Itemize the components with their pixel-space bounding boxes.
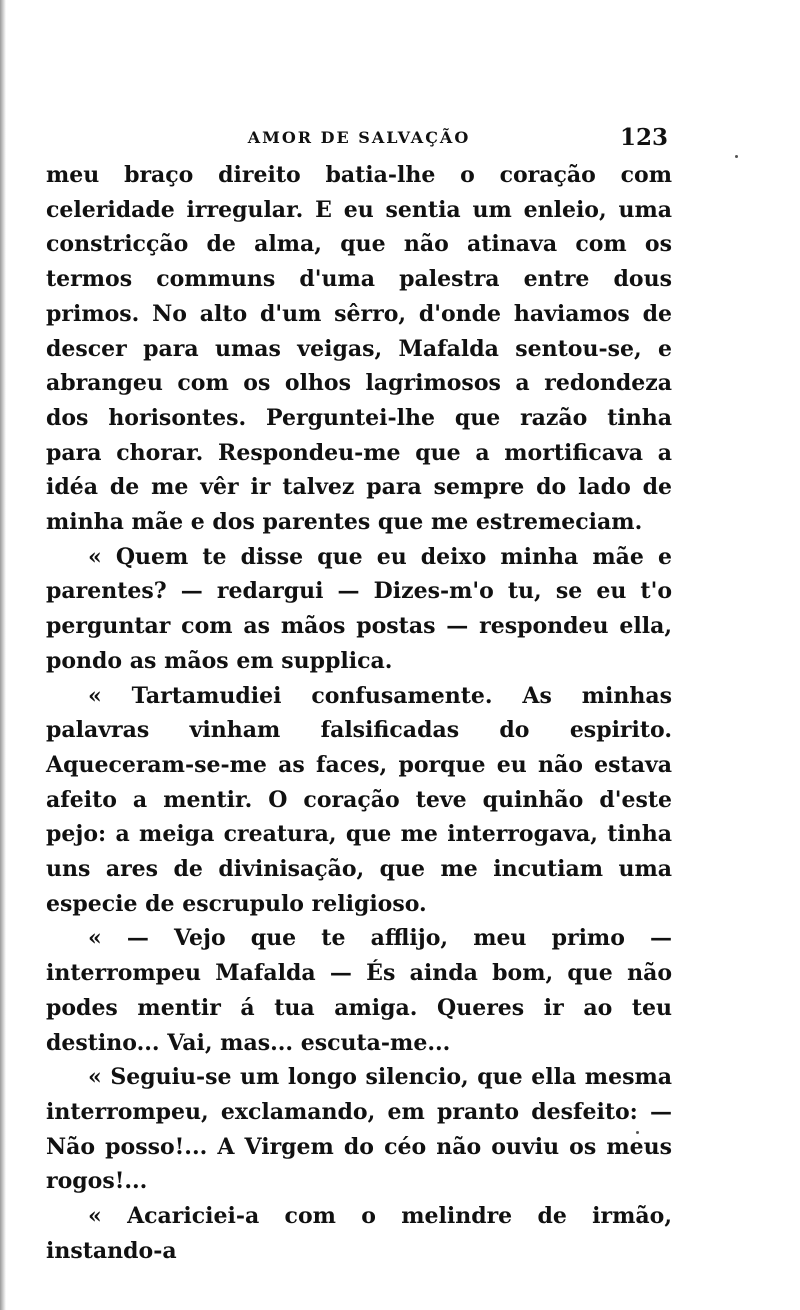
book-page: [46, 118, 672, 1269]
page-edge-shadow: [0, 0, 6, 1310]
running-head: AMOR DE SALVAÇÃO: [247, 128, 471, 147]
paragraph: meu braço direito batia-lhe o coração com celeridade irregular. E eu sentia um enleio, uma constricção de alma, que não atinava com os termos communs d'uma palestra entre dous primos. No alto d'um sêrro, d'onde haviamos de descer para umas veigas, Mafalda sentou-se, e abrangeu com os olhos lagrimosos a redondeza dos horisontes. Perguntei-lhe que razão tinha para chorar. Respondeu-me que a mortificava a idéa de me vêr ir talvez para sempre do lado de minha mãe e dos parentes que me estremeciam.: [46, 162, 672, 536]
paragraph: « — Vejo que te afflijo, meu primo — interrompeu Mafalda — És ainda bom, que não podes mentir á tua amiga. Queres ir ao teu destino... Vai, mas... escuta-me...: [46, 925, 672, 1056]
paragraph: « Tartamudiei confusamente. As minhas palavras vinham falsificadas do espirito. Aqueceram-se-me as faces, porque eu não estava afeito a mentir. O coração teve quinhão d'este pejo: a meiga creatura, que me interrogava, tinha uns ares de divinisação, que me incutiam uma especie de escrupulo religioso.: [46, 682, 672, 917]
page-number: 123: [619, 124, 668, 151]
paragraph: « Acariciei-a com o melindre de irmão, instando-a: [46, 1203, 672, 1264]
paragraph: « Seguiu-se um longo silencio, que ella mesma interrompeu, exclamando, em pranto desfeito: — Não posso!... A Virgem do céo não ouviu os meus rogos!...: [46, 1064, 672, 1195]
paragraph: « Quem te disse que eu deixo minha mãe e parentes? — redargui — Dizes-m'o tu, se eu t'o perguntar com as mãos postas — respondeu ella, pondo as mãos em supplica.: [46, 543, 672, 674]
page-header: [46, 118, 672, 158]
body-text: [46, 158, 672, 1269]
print-speck: [735, 155, 738, 158]
